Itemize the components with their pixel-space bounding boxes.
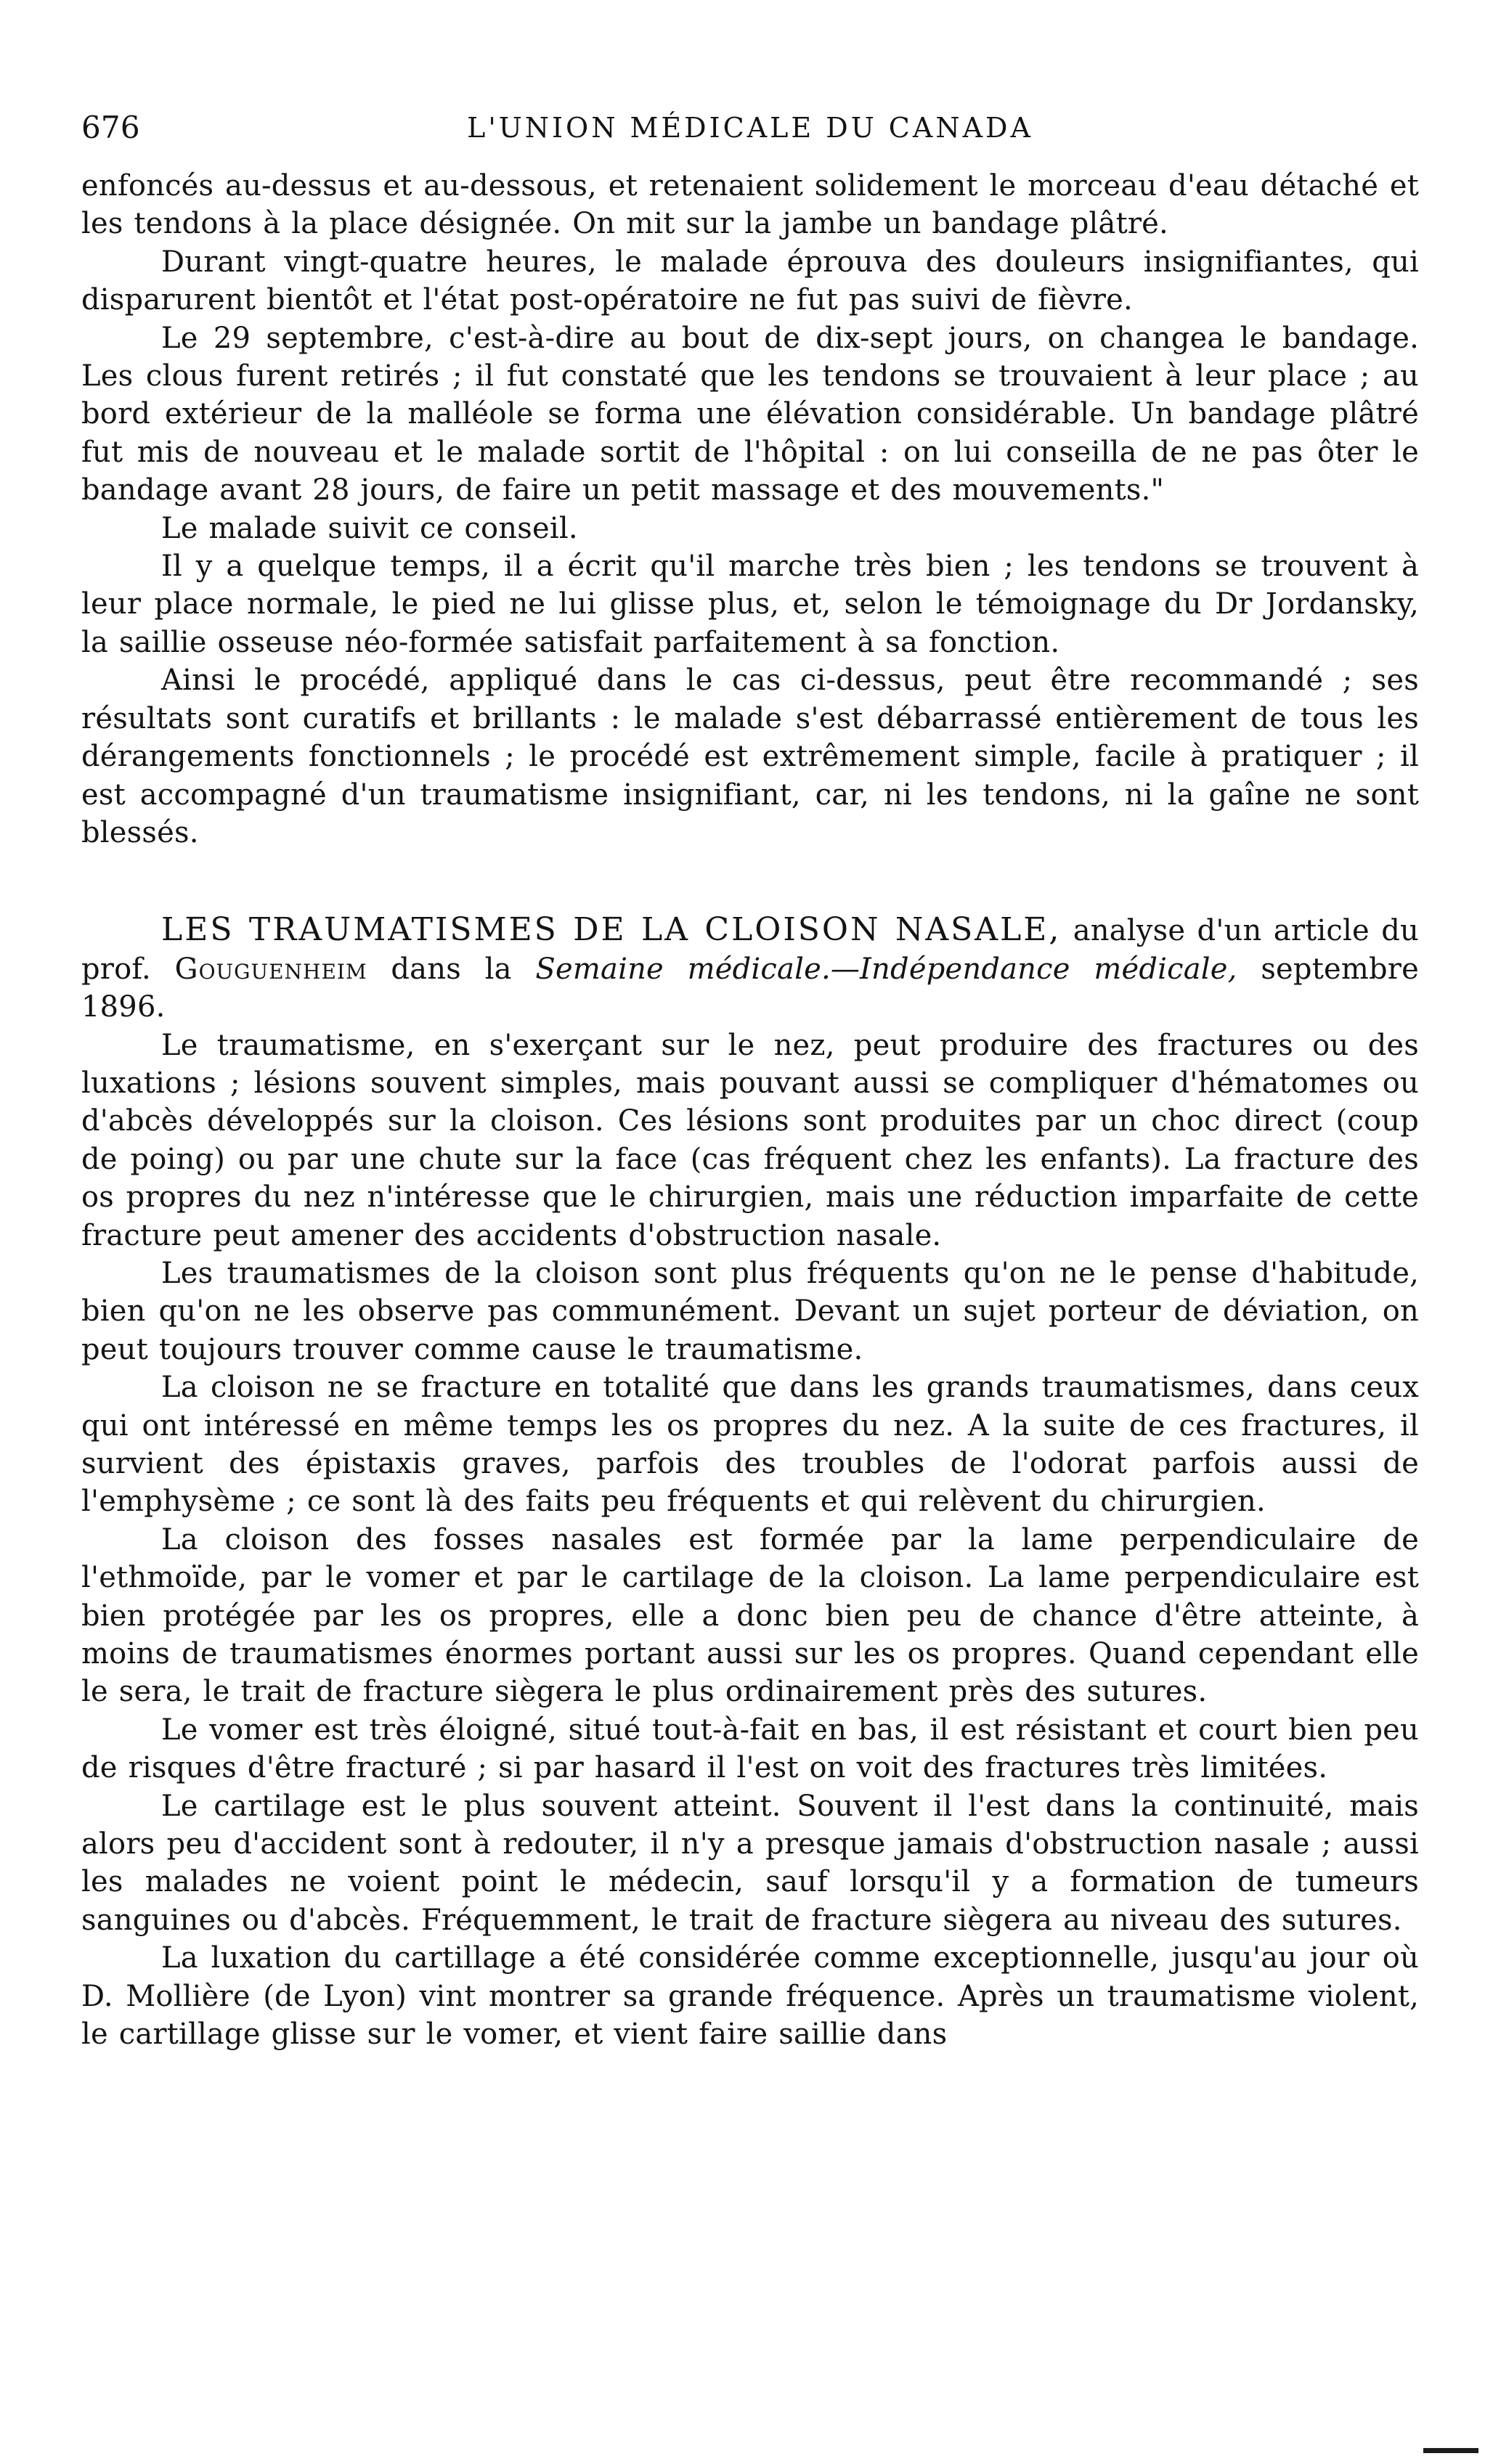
paragraph-continuation: enfoncés au-dessus et au-dessous, et retenaient solidement le morceau d'eau détaché et les tendons à la place désignée. On mit sur la jambe un bandage plâtré. [81, 169, 1419, 241]
article-intro: analyse d'un article du prof. [81, 914, 1419, 986]
paragraph: La cloison des fosses nasales est formée par la lame perpendiculaire de l'ethmoïde, par le vomer et par le cartilage de la cloison. La lame perpendiculaire est bien protégée par les os propres, elle a donc bien peu de chance d'être atteinte, à moins de traumatismes énormes portant aussi sur les os propres. Quand cependant elle le sera, le trait de fracture siègera le plus ordinairement près des sutures. [81, 1522, 1419, 1709]
article-in-text: dans la [391, 952, 512, 986]
running-title: L'UNION MÉDICALE DU CANADA [467, 112, 1033, 144]
article-author: Gouguenheim [174, 952, 367, 986]
article-source: Semaine médicale.—Indépendance médicale, [535, 952, 1237, 986]
paragraph: Les traumatismes de la cloison sont plus fréquents qu'on ne le pense d'habitude, bien qu'on ne les observe pas communément. Devant un sujet porteur de déviation, on peut toujours trouver comme cause le traumatisme. [81, 1256, 1419, 1366]
paragraph: Le 29 septembre, c'est-à-dire au bout de dix-sept jours, on changea le bandage. Les clous furent retirés ; il fut constaté que les tendons se trouvaient à leur place ; au bord extérieur de la malléole se forma une élévation considérable. Un bandage plâtré fut mis de nouveau et le malade sortit de l'hôpital : on lui conseilla de ne pas ôter le bandage avant 28 jours, de faire un petit massage et des mouvements." [81, 321, 1419, 507]
article-title: LES TRAUMATISMES DE LA CLOISON NASALE, [161, 911, 1062, 949]
paragraph: La cloison ne se fracture en totalité que dans les grands traumatismes, dans ceux qui ont intéressé en même temps les os propres du nez. A la suite de ces fractures, il survient des épistaxis graves, parfois des troubles de l'odorat parfois aussi de l'emphysème ; ce sont là des faits peu fréquents et qui relèvent du chirurgien. [81, 1371, 1419, 1519]
article-date: septembre 1896. [81, 952, 1419, 1024]
paragraph: Il y a quelque temps, il a écrit qu'il marche très bien ; les tendons se trouvent à leur place normale, le pied ne lui glisse plus, et, selon le témoignage du Dr Jordansky, la saillie osseuse néo-formée satisfait parfaitement à sa fonction. [81, 550, 1419, 659]
paragraph: La luxation du cartillage a été considérée comme exceptionnelle, jusqu'au jour où D. Mollière (de Lyon) vint montrer sa grande fréquence. Après un traumatisme violent, le cartillage glisse sur le vomer, et vient faire saillie dans [81, 1941, 1419, 2052]
page-number: 676 [81, 110, 140, 145]
paragraph: Le malade suivit ce conseil. [161, 511, 578, 545]
article-heading [81, 911, 1419, 1026]
paragraph: Durant vingt-quatre heures, le malade éprouva des douleurs insignifiantes, qui disparurent bientôt et l'état post-opératoire ne fut pas suivi de fièvre. [81, 245, 1419, 317]
paragraph: Le traumatisme, en s'exerçant sur le nez, peut produire des fractures ou des luxations ; lésions souvent simples, mais pouvant aussi se compliquer d'hématomes ou d'abcès développés sur la cloison. Ces lésions sont produites par un choc direct (coup de poing) ou par une chute sur la face (cas fréquent chez les enfants). La fracture des os propres du nez n'intéresse que le chirurgien, mais une réduction imparfaite de cette fracture peut amener des accidents d'obstruction nasale. [81, 1028, 1419, 1252]
paragraph: Ainsi le procédé, appliqué dans le cas ci-dessus, peut être recommandé ; ses résultats sont curatifs et brillants : le malade s'est débarrassé entièrement de tous les dérangements fonctionnels ; le procédé est extrêmement simple, facile à pratiquer ; il est accompagné d'un traumatisme insignifiant, car, ni les tendons, ni la gaîne ne sont blessés. [81, 664, 1419, 849]
footer-rule [1423, 2448, 1478, 2453]
document-page [81, 109, 1419, 2054]
page-header [81, 109, 1419, 157]
paragraph: Le vomer est très éloigné, situé tout-à-fait en bas, il est résistant et court bien peu de risques d'être fracturé ; si par hasard il l'est on voit des fractures très limitées. [81, 1713, 1419, 1785]
paragraph: Le cartilage est le plus souvent atteint. Souvent il l'est dans la continuité, mais alors peu d'accident sont à redouter, il n'y a presque jamais d'obstruction nasale ; aussi les malades ne voient point le médecin, sauf lorsqu'il y a formation de tumeurs sanguines ou d'abcès. Fréquemment, le trait de fracture siègera au niveau des sutures. [81, 1789, 1419, 1937]
